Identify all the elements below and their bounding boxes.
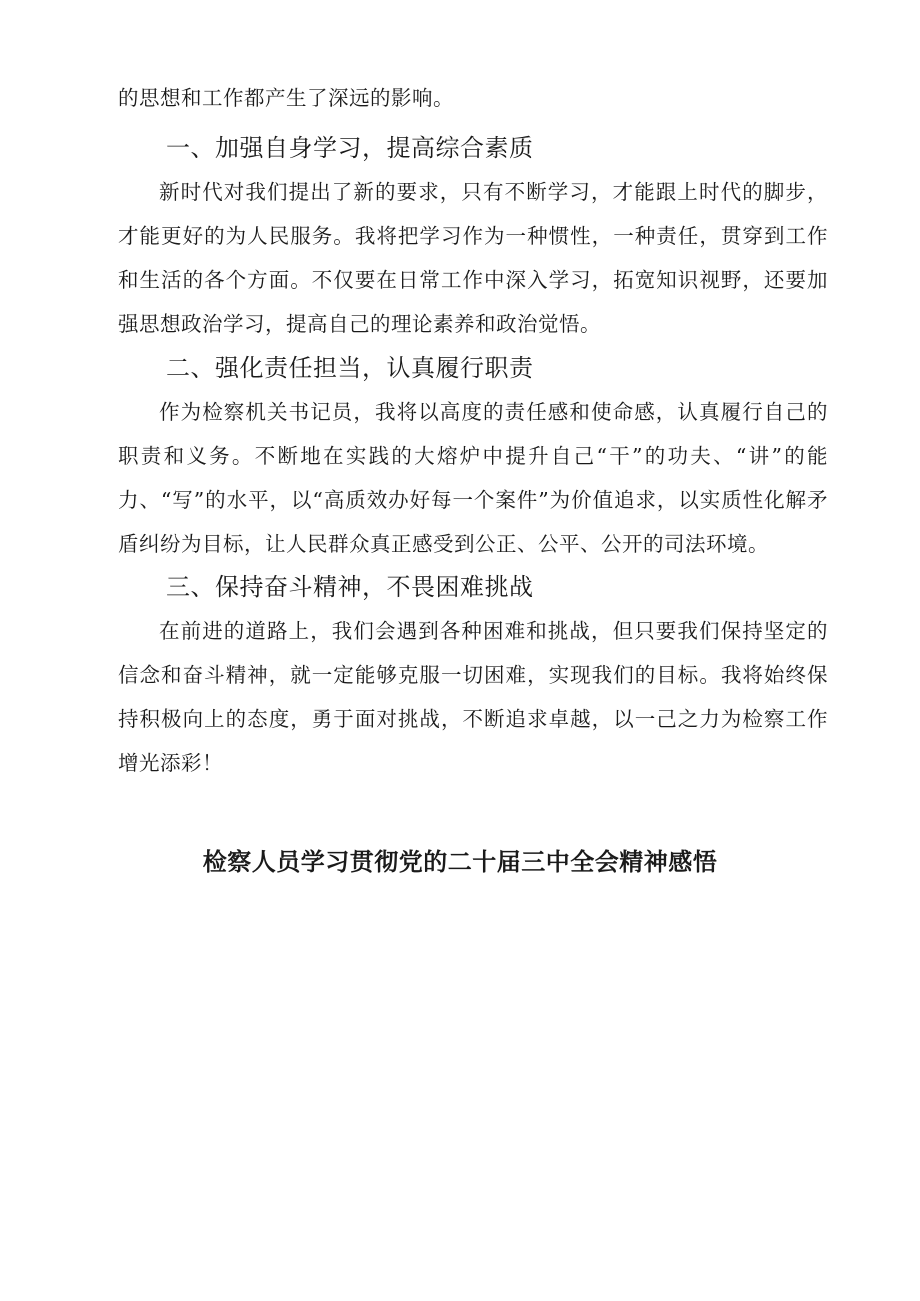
section-3-body-block <box>118 609 828 785</box>
intro-block <box>118 76 828 120</box>
section-3-heading: 三、保持奋斗精神，不畏困难挑战 <box>166 573 534 601</box>
section-1-paragraph: 新时代对我们提出了新的要求，只有不断学习，才能跟上时代的脚步，才能更好的为人民服务。我将把学习作为一种惯性，一种责任，贯穿到工作和生活的各个方面。不仅要在日常工作中深入学习，拓宽知识视野，还要加强思想政治学习，提高自己的理论素养和政治觉悟。 <box>118 180 828 336</box>
section-2-paragraph: 作为检察机关书记员，我将以高度的责任感和使命感，认真履行自己的职责和义务。不断地在实践的大熔炉中提升自己“干”的功夫、“讲”的能力、“写”的水平，以“高质效办好每一个案件”为价值追求，以实质性化解矛盾纠纷为目标，让人民群众真正感受到公正、公平、公开的司法环境。 <box>118 400 828 556</box>
section-2-heading: 二、强化责任担当，认真履行职责 <box>166 354 534 382</box>
next-document-title: 检察人员学习贯彻党的二十届三中全会精神感悟 <box>202 848 718 876</box>
intro-paragraph: 的思想和工作都产生了深远的影响。 <box>118 86 454 110</box>
section-1-body-block <box>118 170 828 346</box>
section-3-paragraph: 在前进的道路上，我们会遇到各种困难和挑战，但只要我们保持坚定的信念和奋斗精神，就一定能够克服一切困难，实现我们的目标。我将始终保持积极向上的态度，勇于面对挑战，不断追求卓越，以一己之力为检察工作增光添彩！ <box>118 619 828 775</box>
section-2-body-block <box>118 390 828 566</box>
section-1-heading: 一、加强自身学习，提高综合素质 <box>166 134 534 162</box>
